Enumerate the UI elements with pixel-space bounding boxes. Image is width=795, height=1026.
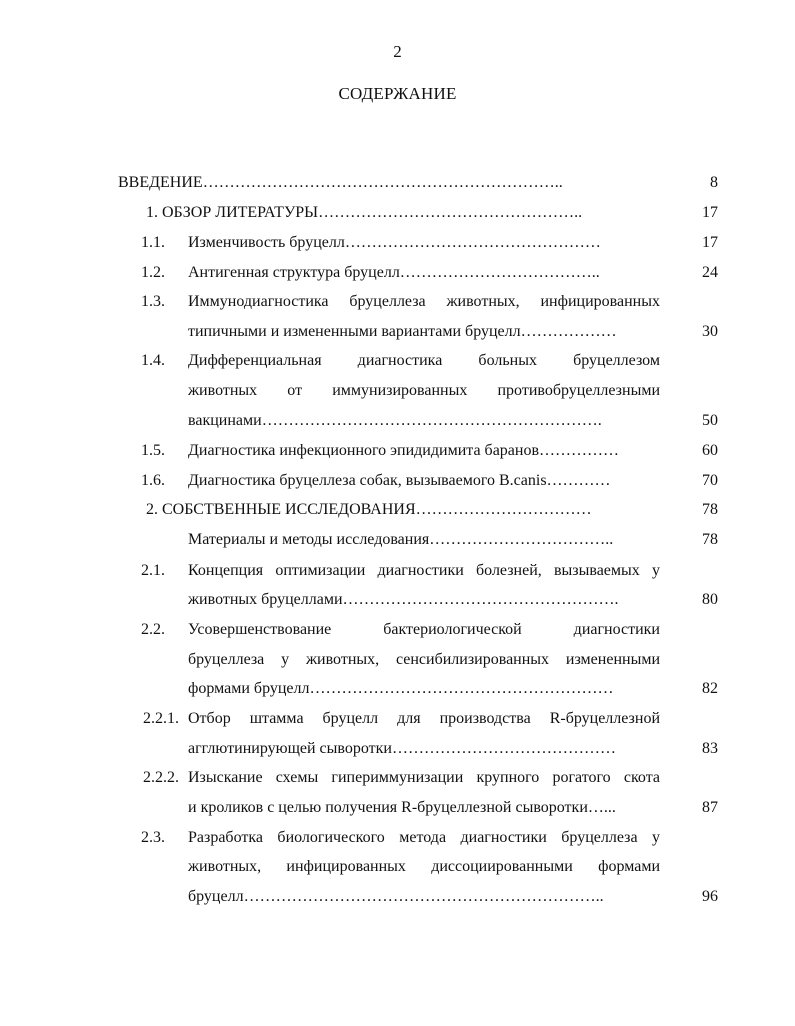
toc-entry-intro — [0, 172, 795, 194]
toc-entry-1-1 — [0, 232, 795, 254]
toc-entry-text: Изменчивость бруцелл………………………………………… — [188, 234, 601, 251]
toc-entry-1-4-cont — [0, 410, 795, 432]
toc-entry-page: 30 — [702, 323, 718, 340]
toc-entry-text: Диагностика бруцеллеза собак, вызываемого B.canis………… — [188, 472, 611, 489]
toc-entry-number: 2.1. — [141, 562, 165, 579]
toc-entry-text-line: животных, инфицированных диссоциированными формами — [188, 858, 660, 875]
toc-entry-text: Материалы и методы исследования…………………………….. — [188, 531, 614, 548]
toc-entry-number: 2.2.2. — [143, 769, 179, 786]
toc-entry-number: 1.5. — [141, 442, 165, 459]
toc-entry-2-2-1 — [0, 708, 795, 730]
toc-entry-2-3 — [0, 827, 795, 849]
toc-entry-chapter-2 — [0, 499, 795, 521]
toc-entry-2-2 — [0, 619, 795, 641]
toc-entry-text-line: Дифференциальная диагностика больных бруцеллезом — [188, 352, 660, 369]
toc-entry-1-6 — [0, 470, 795, 492]
toc-entry-page: 87 — [702, 799, 718, 816]
toc-entry-text-line: бруцелл………………………………………………………….. — [188, 888, 604, 905]
toc-entry-number: 1.2. — [141, 264, 165, 281]
page-title: СОДЕРЖАНИЕ — [338, 84, 457, 103]
toc-entry-page: 70 — [702, 472, 718, 489]
toc-entry-text-line: Изыскание схемы гипериммунизации крупного рогатого скота — [188, 769, 660, 786]
toc-entry-1-2 — [0, 262, 795, 284]
toc-entry-1-3 — [0, 291, 795, 313]
toc-entry-text-line: Отбор штамма бруцелл для производства R-бруцеллезной — [188, 710, 660, 727]
toc-entry-number: 2.2. — [141, 621, 165, 638]
toc-entry-number: 2.2.1. — [143, 710, 179, 727]
toc-entry-2-3-cont — [0, 886, 795, 908]
toc-entry-text: 1. ОБЗОР ЛИТЕРАТУРЫ………………………………………….. — [146, 204, 583, 221]
toc-entry-text-line: вакцинами………………………………………………………. — [188, 412, 602, 429]
toc-entry-text-line: Иммунодиагностика бруцеллеза животных, инфицированных — [188, 293, 660, 310]
toc-entry-2-2-2-cont — [0, 797, 795, 819]
toc-entry-materials — [0, 529, 795, 551]
toc-entry-1-4-cont — [0, 380, 795, 402]
toc-entry-number: 2.3. — [141, 829, 165, 846]
toc-entry-page: 50 — [702, 412, 718, 429]
toc-entry-text-line: формами бруцелл………………………………………………… — [188, 680, 614, 697]
toc-entry-2-2-cont — [0, 649, 795, 671]
toc-entry-2-2-1-cont — [0, 738, 795, 760]
toc-entry-text-line: Разработка биологического метода диагностики бруцеллеза у — [188, 829, 660, 846]
toc-entry-text-line: животных бруцеллами……………………………………………. — [188, 591, 619, 608]
toc-entry-1-4 — [0, 350, 795, 372]
page-number: 2 — [393, 42, 402, 61]
toc-entry-number: 1.1. — [141, 234, 165, 251]
toc-entry-1-3-cont — [0, 321, 795, 343]
toc-entry-2-1-cont — [0, 589, 795, 611]
toc-entry-text-line: Усовершенствование бактериологической диагностики — [188, 621, 660, 638]
toc-entry-page: 78 — [702, 501, 718, 518]
toc-entry-chapter-1 — [0, 202, 795, 224]
toc-entry-number: 1.4. — [141, 352, 165, 369]
toc-entry-text-line: Концепция оптимизации диагностики болезней, вызываемых у — [188, 562, 660, 579]
toc-entry-page: 80 — [702, 591, 718, 608]
toc-entry-text: Диагностика инфекционного эпидидимита баранов…………… — [188, 442, 620, 459]
toc-entry-text-line: типичными и измененными вариантами бруцелл……………… — [188, 323, 617, 340]
toc-entry-page: 8 — [710, 174, 718, 191]
toc-entry-2-2-2 — [0, 767, 795, 789]
toc-entry-page: 60 — [702, 442, 718, 459]
toc-entry-page: 24 — [702, 264, 718, 281]
toc-entry-text: ВВЕДЕНИЕ………………………………………………………….. — [118, 174, 563, 191]
toc-entry-text-line: и кроликов с целью получения R-бруцеллезной сыворотки…... — [188, 799, 616, 816]
toc-entry-text: Антигенная структура бруцелл……………………………….. — [188, 264, 600, 281]
toc-entry-2-1 — [0, 560, 795, 582]
toc-entry-page: 17 — [702, 234, 718, 251]
toc-entry-number: 1.6. — [141, 472, 165, 489]
toc-entry-page: 96 — [702, 888, 718, 905]
toc-entry-number: 1.3. — [141, 293, 165, 310]
toc-entry-page: 82 — [702, 680, 718, 697]
toc-entry-text: 2. СОБСТВЕННЫЕ ИССЛЕДОВАНИЯ…………………………… — [146, 501, 592, 518]
toc-entry-text-line: агглютинирующей сыворотки…………………………………… — [188, 740, 616, 757]
toc-entry-page: 17 — [702, 204, 718, 221]
toc-entry-page: 83 — [702, 740, 718, 757]
toc-entry-2-3-cont — [0, 856, 795, 878]
toc-entry-page: 78 — [702, 531, 718, 548]
toc-entry-text-line: животных от иммунизированных противобруцеллезными — [188, 382, 660, 399]
toc-entry-2-2-cont — [0, 678, 795, 700]
toc-entry-text-line: бруцеллеза у животных, сенсибилизированных измененными — [188, 651, 660, 668]
toc-entry-1-5 — [0, 440, 795, 462]
